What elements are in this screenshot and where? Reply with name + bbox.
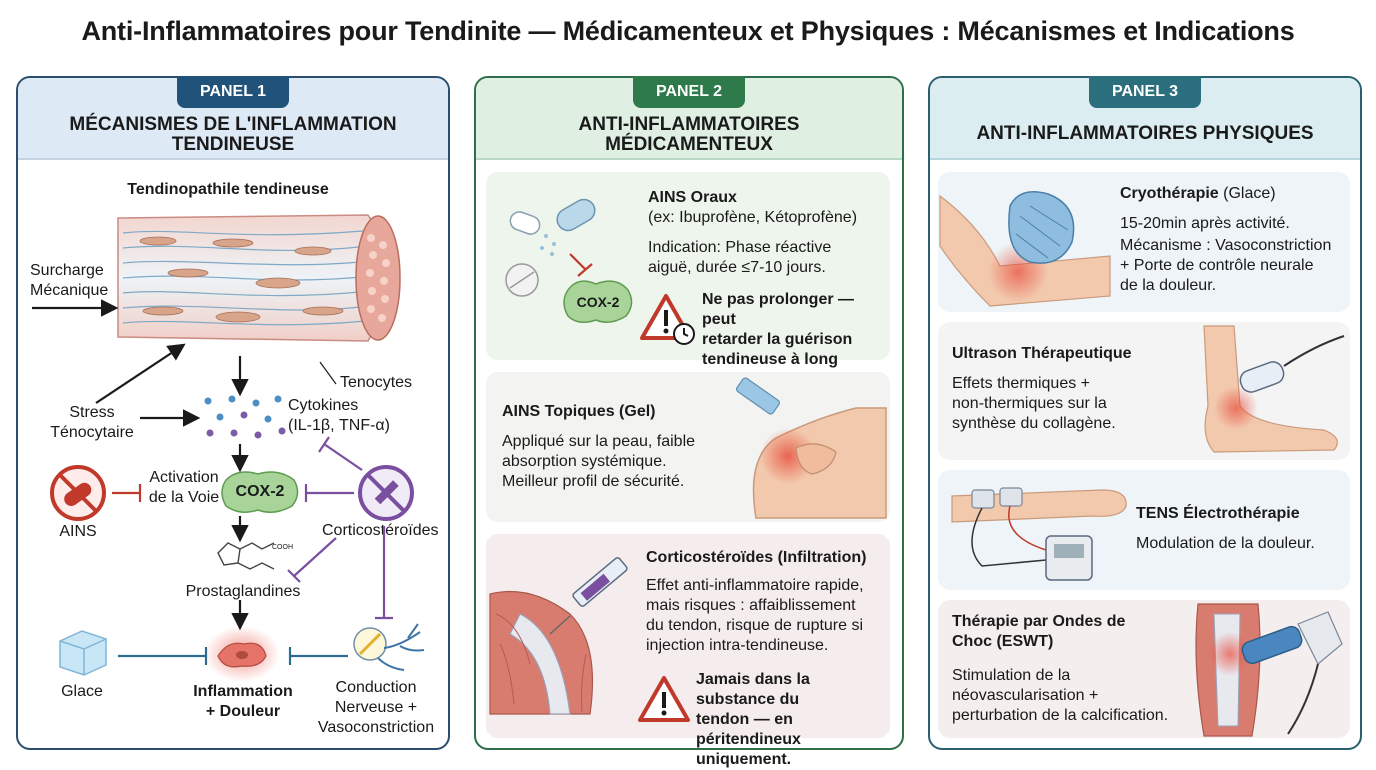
- oral-cox2-label: COX-2: [576, 294, 620, 310]
- oral-examples: (ex: Ibuprofène, Kétoprofène): [648, 209, 858, 226]
- warning-clock-icon: [640, 292, 700, 348]
- eswt-desc: Stimulation de la néovascularisation + perturbation de la calcification.: [952, 667, 1169, 724]
- prostaglandins-label: Prostaglandines: [185, 583, 301, 600]
- tenocytes-label: Tenocytes: [340, 374, 413, 391]
- knee-shockwave-illustration: [1188, 604, 1348, 736]
- panel-2: [474, 76, 904, 768]
- oral-nsaids-card: [486, 172, 890, 368]
- ultrasound-desc: Effets thermiques + non-thermiques sur la synthèse du collagène.: [952, 375, 1116, 432]
- oral-title: AINS Oraux: [648, 189, 737, 206]
- panel-1-tab: PANEL 1: [177, 76, 289, 108]
- page-title: Anti-Inflammatoires pour Tendinite — Médicamenteux et Physiques : Mécanismes et Indications: [81, 16, 1295, 46]
- injection-illustration: [490, 554, 640, 714]
- panel-1: [16, 76, 450, 750]
- corticosteroids-label: Corticostéroïdes: [322, 522, 439, 539]
- overload-label: Surcharge Mécanique: [30, 262, 109, 299]
- cryotherapy-card: [938, 172, 1350, 312]
- inflammation-label: Inflammation + Douleur: [193, 683, 293, 720]
- cooh-label: COOH: [272, 544, 293, 551]
- tens-card: [938, 470, 1350, 590]
- panel-3: [928, 76, 1362, 750]
- topical-title: AINS Topiques (Gel): [502, 403, 656, 420]
- cryo-desc: 15-20min après activité. Mécanisme : Vasoconstriction + Porte de contrôle neurale de la douleur.: [1120, 215, 1332, 294]
- panel-3-tab: PANEL 3: [1089, 76, 1201, 108]
- elbow-ice-illustration: [940, 176, 1110, 310]
- ice-label: Glace: [61, 683, 103, 700]
- pathway-arrows: [18, 78, 448, 748]
- cox2-label: COX-2: [235, 483, 285, 500]
- cytokines-label: Cytokines (IL-1β, TNF-α): [288, 397, 390, 434]
- tens-title: TENS Électrothérapie: [1136, 505, 1300, 522]
- panel-3-header: [930, 78, 1360, 160]
- topical-nsaids-card: [486, 372, 890, 522]
- warning-icon: [638, 674, 690, 724]
- injection-desc: Effet anti-inflammatoire rapide, mais risques : affaiblissement du tendon, risque de rupture si injection intra-tendineuse.: [646, 577, 864, 654]
- topical-desc: Appliqué sur la peau, faible absorption systémique. Meilleur profil de sécurité.: [502, 433, 696, 490]
- injection-warning: Jamais dans la substance du tendon — en péritendineux uniquement.: [696, 671, 810, 768]
- corticosteroid-injection-card: [486, 534, 890, 768]
- cryo-title: Cryothérapie (Glace): [1120, 185, 1276, 202]
- stress-label: Stress Ténocytaire: [50, 404, 134, 441]
- shoulder-gel-illustration: [736, 378, 886, 518]
- tendon-title: Tendinopathile tendineuse: [127, 181, 329, 198]
- panel-2-header: [476, 78, 902, 160]
- conduction-label: Conduction Nerveuse + Vasoconstriction: [317, 679, 435, 736]
- ultrasound-card: [938, 322, 1350, 460]
- ankle-ultrasound-illustration: [1194, 326, 1350, 458]
- tens-desc: Modulation de la douleur.: [1136, 535, 1315, 552]
- panel-2-title: ANTI-INFLAMMATOIRES MÉDICAMENTEUX: [578, 114, 800, 155]
- activation-label: Activation de la Voie: [148, 469, 220, 506]
- oral-warning: Ne pas prolonger — peut retarder la guérison tendineuse à long: [702, 291, 855, 368]
- eswt-card: [938, 600, 1350, 738]
- tens-device-illustration: [942, 476, 1132, 588]
- panel-2-tab: PANEL 2: [633, 76, 745, 108]
- oral-indication: Indication: Phase réactive aiguë, durée ≤7-10 jours.: [648, 239, 832, 276]
- panel-3-title: ANTI-INFLAMMATOIRES PHYSIQUES: [976, 123, 1314, 144]
- ultrasound-title: Ultrason Thérapeutique: [952, 345, 1132, 362]
- eswt-title: Thérapie par Ondes de Choc (ESWT): [952, 613, 1126, 650]
- ains-label: AINS: [59, 523, 97, 540]
- injection-title: Corticostéroïdes (Infiltration): [646, 549, 867, 566]
- panel-1-title: MÉCANISMES DE L'INFLAMMATION TENDINEUSE: [69, 114, 397, 155]
